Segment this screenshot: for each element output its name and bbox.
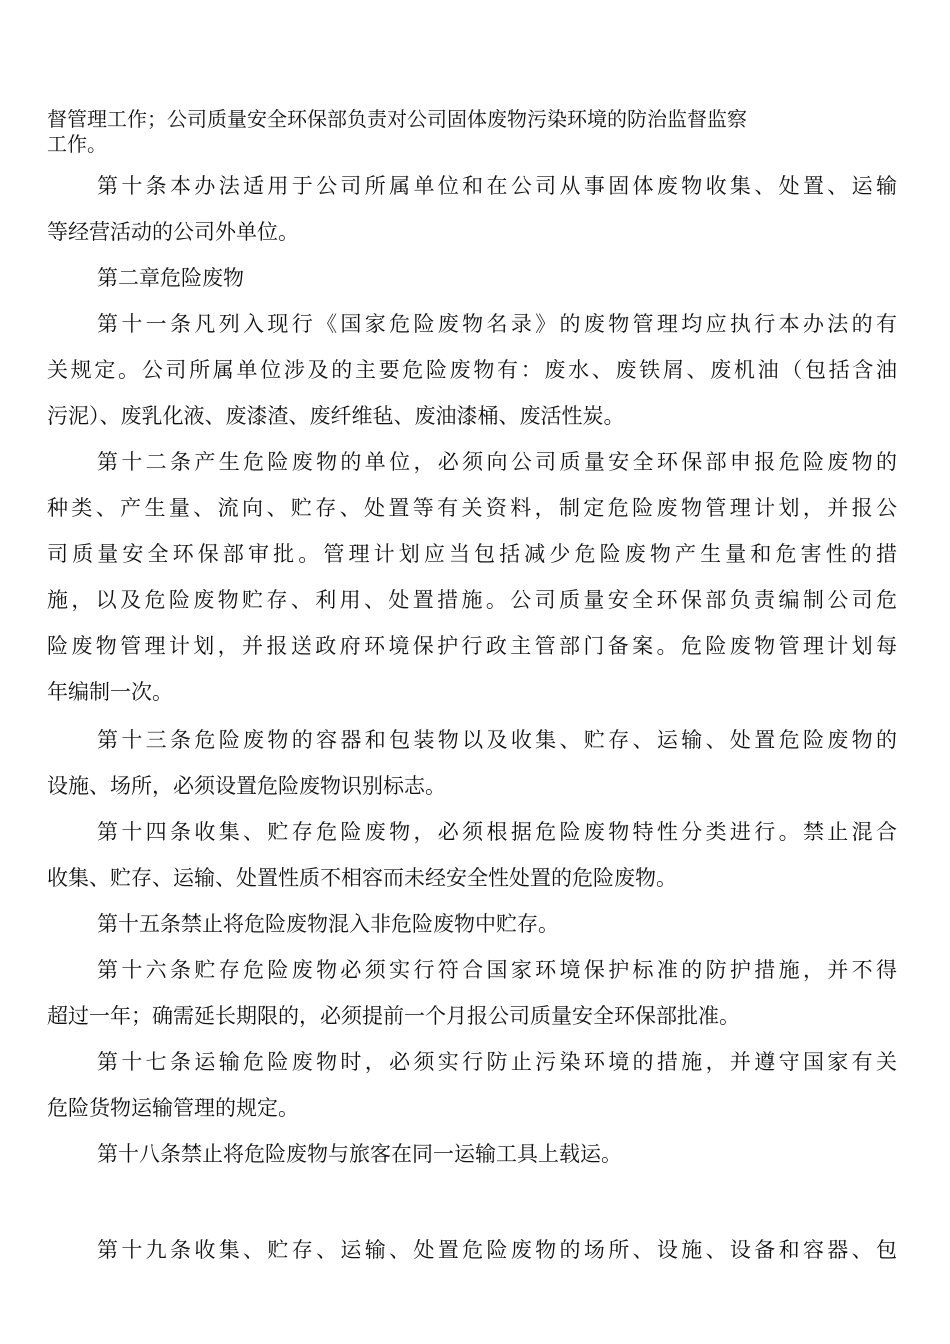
text-line-2: 工作。 [47,132,107,156]
article-16-line-2: 超过一年；确需延长期限的，必须提前一个月报公司质量安全环保部批准。 [47,1004,740,1028]
article-10-line-2: 等经营活动的公司外单位。 [47,220,299,244]
article-11-line-1: 第十一条凡列入现行《国家危险废物名录》的废物管理均应执行本办法的有 [97,312,897,336]
article-15-line-1: 第十五条禁止将危险废物混入非危险废物中贮存。 [97,912,559,936]
article-12-line-2: 种类、产生量、流向、贮存、处置等有关资料，制定危险废物管理计划，并报公 [47,496,897,520]
article-19-line-1: 第十九条收集、贮存、运输、处置危险废物的场所、设施、设备和容器、包 [97,1238,897,1262]
article-14-line-2: 收集、贮存、运输、处置性质不相容而未经安全性处置的危险废物。 [47,866,677,890]
article-13-line-2: 设施、场所，必须设置危险废物识别标志。 [47,774,446,798]
article-13-line-1: 第十三条危险废物的容器和包装物以及收集、贮存、运输、处置危险废物的 [97,728,897,752]
article-16-line-1: 第十六条贮存危险废物必须实行符合国家环境保护标准的防护措施，并不得 [97,958,897,982]
article-12-line-5: 险废物管理计划，并报送政府环境保护行政主管部门备案。危险废物管理计划每 [47,634,897,658]
text-line-1: 督管理工作；公司质量安全环保部负责对公司固体废物污染环境的防治监督监察 [47,107,747,131]
article-10-line-1: 第十条本办法适用于公司所属单位和在公司从事固体废物收集、处置、运输 [97,174,897,198]
article-12-line-4: 施，以及危险废物贮存、利用、处置措施。公司质量安全环保部负责编制公司危 [47,588,897,612]
article-18-line-1: 第十八条禁止将危险废物与旅客在同一运输工具上载运。 [97,1142,622,1166]
article-12-line-6: 年编制一次。 [47,680,173,704]
article-11-line-2: 关规定。公司所属单位涉及的主要危险废物有：废水、废铁屑、废机油（包括含油 [47,358,897,382]
article-14-line-1: 第十四条收集、贮存危险废物，必须根据危险废物特性分类进行。禁止混合 [97,820,897,844]
article-12-line-1: 第十二条产生危险废物的单位，必须向公司质量安全环保部申报危险废物的 [97,450,897,474]
article-12-line-3: 司质量安全环保部审批。管理计划应当包括减少危险废物产生量和危害性的措 [47,542,897,566]
chapter-2-heading: 第二章危险废物 [97,266,244,290]
article-17-line-1: 第十七条运输危险废物时，必须实行防止污染环境的措施，并遵守国家有关 [97,1050,897,1074]
article-17-line-2: 危险货物运输管理的规定。 [47,1096,299,1120]
article-11-line-3: 污泥）、废乳化液、废漆渣、废纤维毡、废油漆桶、废活性炭。 [47,404,625,428]
